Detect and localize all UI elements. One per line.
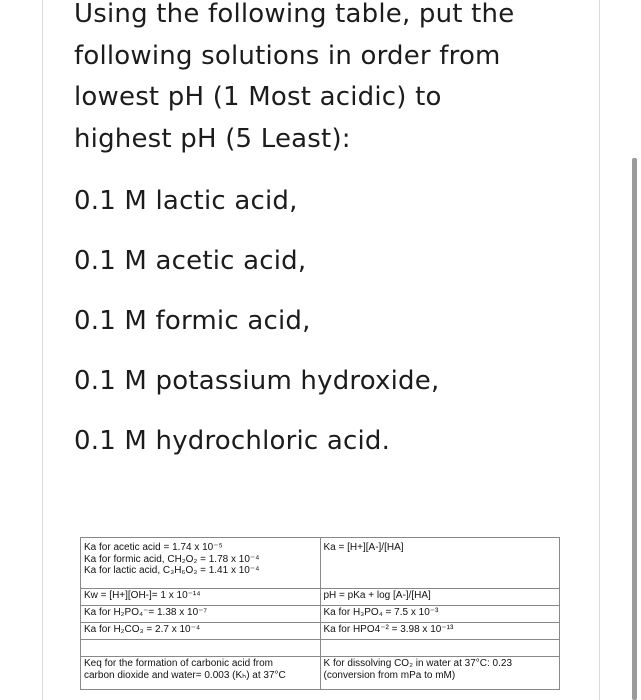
question-line: lowest pH (1 Most acidic) to [74,82,442,112]
question-line: following solutions in order from [74,40,501,71]
keq-line: carbon dioxide and water= 0.003 (Kₕ) at 37°C [84,669,286,681]
question-line: Using the following table, put the [74,0,515,29]
k-co2-line: K for dissolving CO₂ in water at 37°C: 0.23 [323,658,513,669]
keq-carbonic-cell [81,657,321,690]
question-line: highest pH (5 Least): [74,123,351,154]
kw-cell: Kw = [H+][OH-]= 1 x 10⁻¹⁴ [81,589,321,606]
henderson-hasselbalch-cell: pH = pKa + log [A-]/[HA] [320,589,560,606]
k-co2-cell [320,657,560,690]
ka-h2co3-cell: Ka for H₂CO₃ = 2.7 x 10⁻⁴ [81,623,321,640]
ka-definition: Ka = [H+][A-]/[HA] [323,542,404,553]
option-acetic-acid: 0.1 M acetic acid, [74,246,307,276]
option-potassium-hydroxide: 0.1 M potassium hydroxide, [74,366,440,396]
question-text [74,0,574,160]
option-lactic-acid: 0.1 M lactic acid, [74,186,298,216]
ka-hpo4-cell: Ka for HPO4⁻² = 3.98 x 10⁻¹³ [320,623,560,640]
k-co2-line: (conversion from mPa to mM) [323,669,456,681]
ka-lactic: Ka for lactic acid, C₃H₆O₃ = 1.41 x 10⁻⁴ [84,565,260,576]
ka-h3po4-cell: Ka for H₃PO₄ = 7.5 x 10⁻³ [320,606,560,623]
scrollbar[interactable] [632,158,637,700]
ka-acetic: Ka for acetic acid = 1.74 x 10⁻⁵ [84,542,223,553]
option-hydrochloric-acid: 0.1 M hydrochloric acid. [74,426,391,456]
table-cell [320,538,560,589]
table-cell-empty [81,640,321,657]
keq-line: Keq for the formation of carbonic acid from [84,658,273,669]
ka-h2po4-cell: Ka for H₂PO₄⁻= 1.38 x 10⁻⁷ [81,606,321,623]
table-cell-empty [320,640,560,657]
option-formic-acid: 0.1 M formic acid, [74,306,311,336]
constants-table [80,537,560,690]
ka-formic: Ka for formic acid, CH₂O₂ = 1.78 x 10⁻⁴ [84,553,260,565]
table-cell [81,538,321,589]
